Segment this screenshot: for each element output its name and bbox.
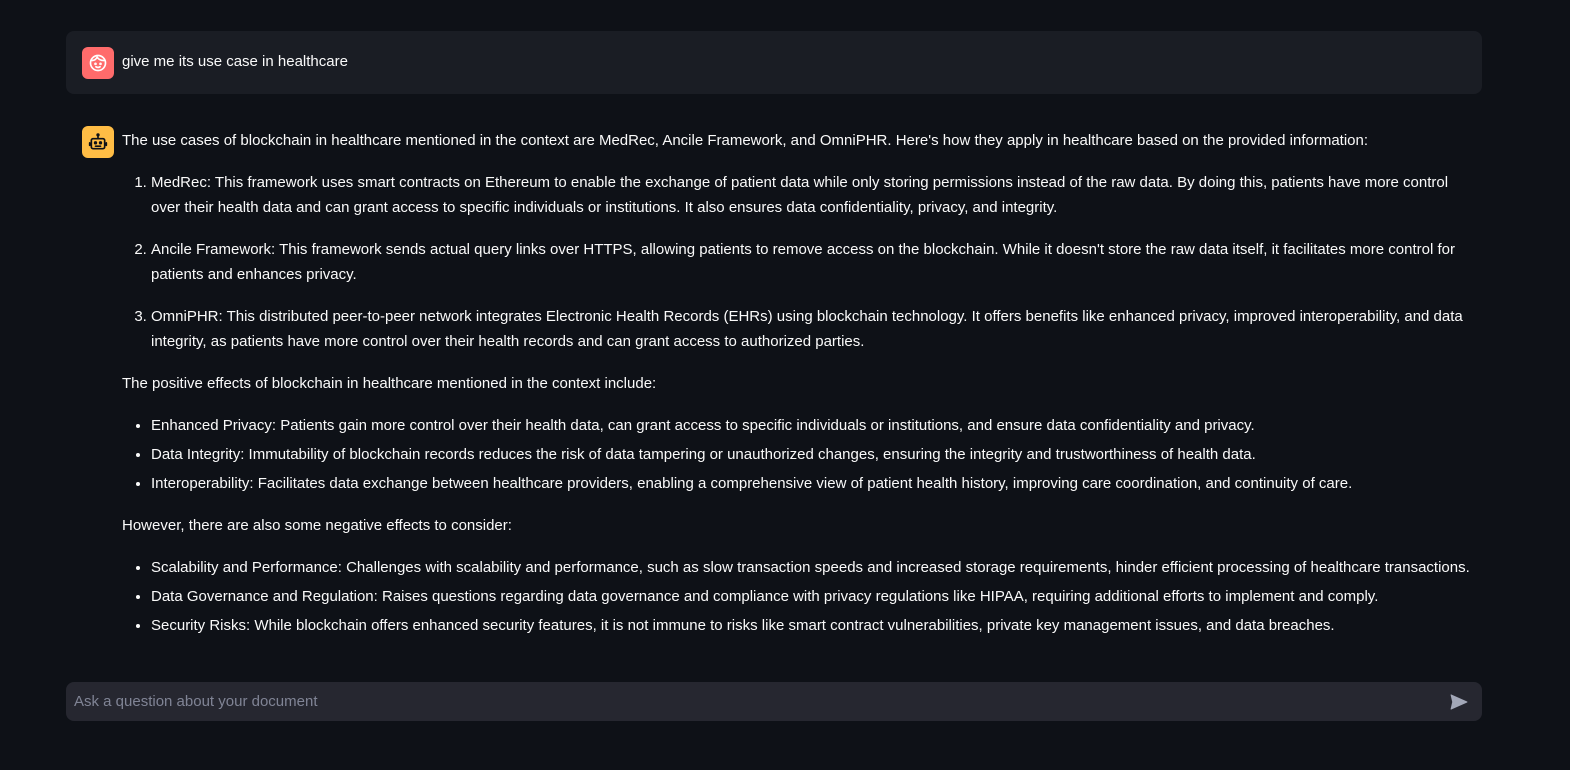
send-button[interactable]	[1448, 691, 1470, 713]
negative-effects-list	[122, 555, 1478, 638]
list-item: • Interoperability: Facilitates data exchange between healthcare providers, enabling a comprehensive view of patient health history, improving care coordination, and continuity of care.	[151, 471, 1478, 496]
assistant-intro: The use cases of blockchain in healthcare mentioned in the context are MedRec, Ancile Framework, and OmniPHR. Here's how they apply in healthcare based on the provided information:	[122, 132, 1369, 149]
negative-effects-heading: However, there are also some negative effects to consider:	[122, 517, 512, 534]
list-item: • Data Governance and Regulation: Raises questions regarding data governance and compliance with privacy regulations like HIPAA, requiring additional efforts to implement and comply.	[151, 584, 1478, 609]
assistant-message-content	[122, 128, 1478, 655]
user-message	[66, 31, 1482, 94]
list-item: 2. Ancile Framework: This framework sends actual query links over HTTPS, allowing patients to remove access on the blockchain. While it doesn't store the raw data itself, it facilitates more control for patients and enhances privacy.	[151, 237, 1478, 287]
user-avatar	[82, 47, 114, 79]
list-item: 3. OmniPHR: This distributed peer-to-peer network integrates Electronic Health Records (EHRs) using blockchain technology. It offers benefits like enhanced privacy, improved interoperability, and data integrity, as patients have more control over their health records and can grant access to authorized parties.	[151, 304, 1478, 354]
chat-input[interactable]	[66, 682, 1436, 721]
list-item: • Security Risks: While blockchain offers enhanced security features, it is not immune to risks like smart contract vulnerabilities, private key management issues, and data breaches.	[151, 613, 1478, 638]
use-case-list	[122, 170, 1478, 354]
list-item: • Data Integrity: Immutability of blockchain records reduces the risk of data tampering or unauthorized changes, ensuring the integrity and trustworthiness of health data.	[151, 442, 1478, 467]
list-item: • Scalability and Performance: Challenges with scalability and performance, such as slow transaction speeds and increased storage requirements, hinder efficient processing of healthcare transactions.	[151, 555, 1478, 580]
user-face-icon	[88, 53, 108, 73]
chat-input-container	[66, 682, 1482, 721]
positive-effects-heading: The positive effects of blockchain in healthcare mentioned in the context include:	[122, 375, 657, 392]
user-message-text: give me its use case in healthcare	[122, 53, 348, 70]
list-item: 1. MedRec: This framework uses smart contracts on Ethereum to enable the exchange of patient data while only storing permissions instead of the raw data. By doing this, patients have more control over their health data and can grant access to specific individuals or institutions. It also ensures data confidentiality, privacy, and integrity.	[151, 170, 1478, 220]
positive-effects-list	[122, 413, 1478, 496]
send-icon	[1449, 692, 1469, 712]
list-item: • Enhanced Privacy: Patients gain more control over their health data, can grant access to specific individuals or institutions, and ensure data confidentiality and privacy.	[151, 413, 1478, 438]
robot-icon	[88, 132, 108, 152]
assistant-avatar	[82, 126, 114, 158]
